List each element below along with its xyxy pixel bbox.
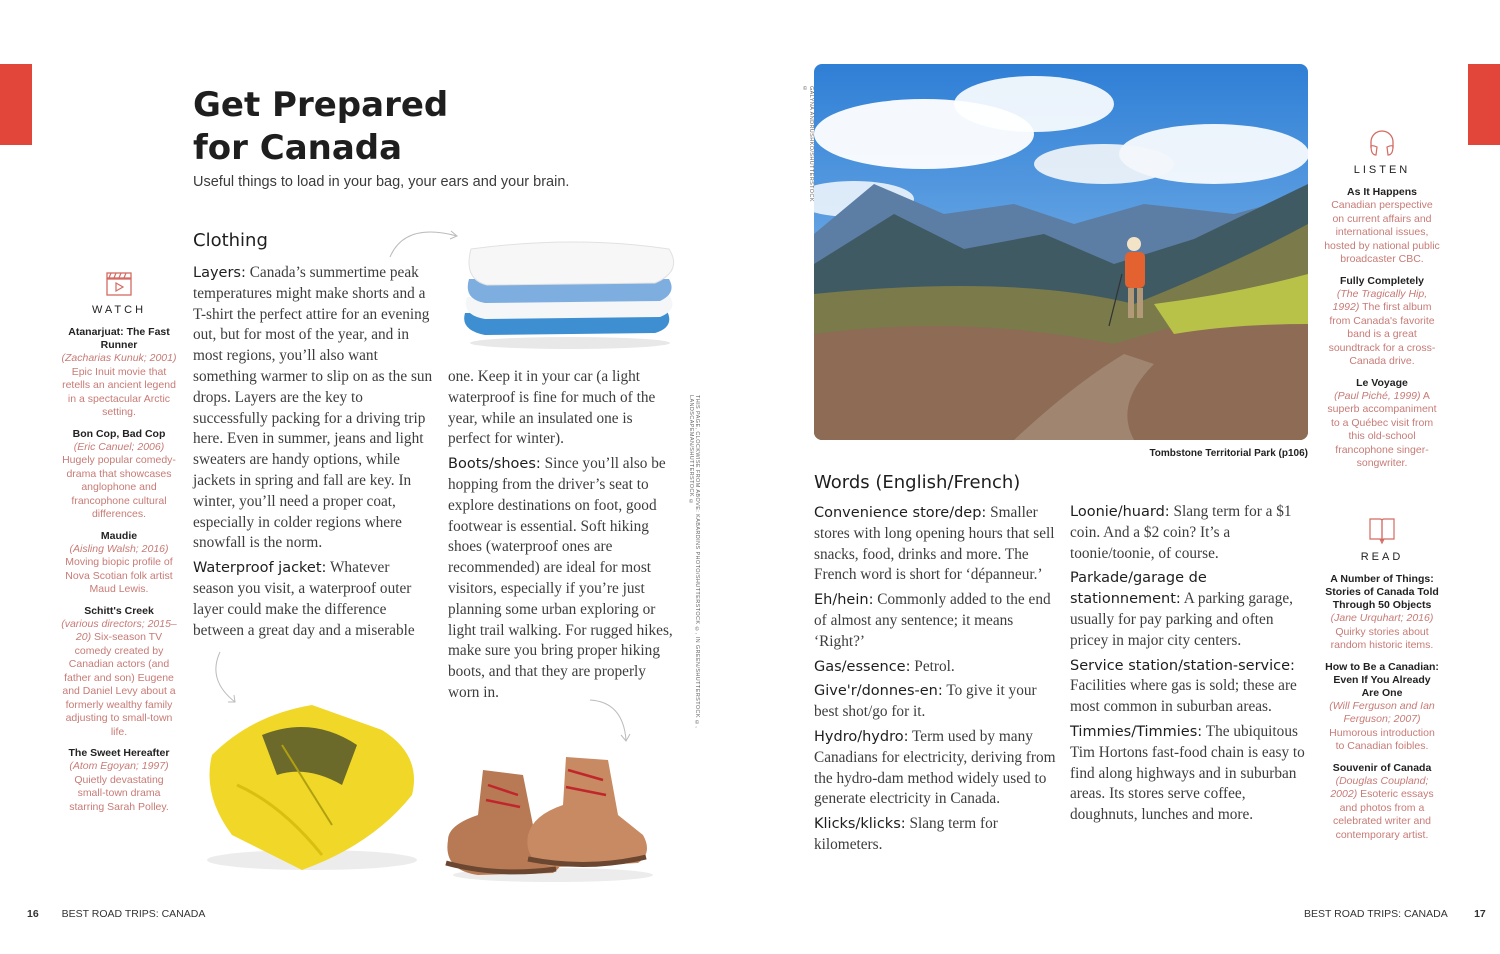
left-page-photo-credit: THIS PAGE, CLOCKWISE FROM ABOVE: KABARDINS PHOTO/SHUTTERSTOCK ©, IN GREEN/SHUTTERSTOCK ©, LANDSCAPEMAN/SHUTTERSTOCK © — [688, 395, 700, 729]
watch-sidebar — [60, 270, 178, 822]
listen-sidebar — [1324, 128, 1440, 479]
read-entry — [1324, 573, 1440, 653]
words-column-2 — [1070, 502, 1310, 830]
title-line-2: for Canada — [193, 128, 403, 168]
entry-title: Fully Completely — [1339, 274, 1424, 287]
listen-entry — [1324, 377, 1440, 471]
photo-credit: GALYNA ANDRUSHKO/SHUTTERSTOCK © — [802, 86, 814, 202]
word-entry: Service station/station-service: Facilities where gas is sold; these are most common in suburban areas. — [1070, 657, 1297, 716]
open-book-icon — [1367, 515, 1397, 545]
word-entry: Eh/hein: Commonly added to the end of almost any sentence; it means ‘Right?’ — [814, 591, 1051, 650]
word-entry: Give'r/donnes-en: To give it your best shot/go for it. — [814, 682, 1037, 721]
entry-title: The Sweet Hereafter — [68, 747, 170, 759]
entry-title: Maudie — [100, 529, 138, 542]
watch-label: WATCH — [91, 304, 147, 316]
clothing-column-2 — [448, 367, 673, 708]
word-entry: Klicks/klicks: Slang term for kilometers. — [814, 815, 998, 853]
footer-title-left: BEST ROAD TRIPS: CANADA — [61, 908, 206, 920]
entry-title: How to Be a Canadian: Even If You Already Are One — [1325, 660, 1439, 699]
entry-desc: (Douglas Coupland; 2002) Esoteric essays and photos from a celebrated writer and contemporary artist. — [1330, 774, 1434, 841]
clothing-column-1 — [193, 263, 433, 645]
page-subtitle: Useful things to load in your bag, your ears and your brain. — [193, 174, 570, 190]
entry-title: Atanarjuat: The Fast Runner — [68, 326, 170, 351]
clothing-item-boots: Boots/shoes: Since you’ll also be hopping from the driver’s seat to explore destinations on foot, good footwear is essential. Soft hiking shoes (waterproof ones are recommended) are ideal for most visitors, especially if you’re just planning some urban exploring or light trail walking. For rugged hikes, make sure you bring proper hiking boots, and that they are properly worn in. — [448, 455, 673, 701]
read-label: READ — [1360, 551, 1404, 563]
page-number-left: 16 — [27, 908, 39, 920]
read-entry — [1324, 762, 1440, 843]
entry-title: As It Happens — [1346, 186, 1417, 198]
headphones-icon — [1367, 128, 1397, 158]
photo-caption: Tombstone Territorial Park (p106) — [1149, 448, 1308, 459]
entry-desc: (various directors; 2015–20) Six-season TV comedy created by Canadian actors (and father and son) Eugene and Daniel Levy about a formerly wealthy family adjusting to small-town life. — [61, 617, 177, 738]
listen-label: LISTEN — [1353, 164, 1411, 176]
clothing-item-waterproof-jacket: Waterproof jacket: Whatever season you visit, a waterproof outer layer could make the difference between a great day and a miserable — [193, 559, 415, 639]
watch-entry — [60, 605, 178, 740]
curved-arrow-icon — [205, 650, 245, 710]
entry-desc: (Atom Egoyan; 1997) Quietly devastating small-town drama starring Sarah Polley. — [69, 760, 169, 813]
red-edge-tab-right — [1468, 64, 1500, 145]
red-edge-tab-left — [0, 64, 32, 145]
entry-title: A Number of Things: Stories of Canada Told Through 50 Objects — [1325, 573, 1439, 611]
footer-title-right: BEST ROAD TRIPS: CANADA — [1304, 908, 1448, 920]
words-heading: Words (English/French) — [814, 472, 1021, 493]
footer-left — [27, 908, 205, 920]
title-line-1: Get Prepared — [193, 85, 449, 125]
entry-desc: (Paul Piché, 1999) A superb accompaniment to a Québec visit from this old-school francophone singer-songwriter. — [1327, 389, 1437, 469]
clothing-item-layers: Layers: Canada’s summertime peak temperatures might make shorts and a T-shirt the perfect attire for an evening out, but for most of the year, and in most regions, you’ll also want something warmer to slip on as the sun drops. Layers are the key to successfully packing for a driving trip here. Even in summer, jeans and light sweaters are handy options, while jackets in spring and fall are key. In winter, you’ll need a proper coat, especially in colder regions where snowfall is the norm. — [193, 264, 433, 552]
page-title — [193, 84, 513, 170]
word-entry: Timmies/Timmies: The ubiquitous Tim Hortons fast-food chain is easy to find along highways and in suburban areas. Its stores serve coffee, doughnuts, lunches and more. — [1070, 722, 1305, 824]
watch-entry — [60, 428, 178, 522]
hiking-boots-image — [438, 745, 668, 885]
entry-desc: (The Tragically Hip, 1992) The first album from Canada's favorite band is a great soundtrack for a cross-Canada drive. — [1328, 287, 1436, 367]
page-number-right: 17 — [1474, 908, 1486, 920]
watch-entry — [60, 326, 178, 420]
listen-entry — [1324, 275, 1440, 369]
footer-right — [1304, 908, 1486, 920]
entry-desc: (Will Ferguson and Ian Ferguson; 2007) Humorous introduction to Canadian foibles. — [1329, 699, 1435, 752]
entry-desc: (Eric Canuel; 2006) Hugely popular comedy-drama that showcases anglophone and francophone cultural differences. — [62, 440, 176, 520]
entry-title: Souvenir of Canada — [1332, 761, 1432, 774]
read-entry — [1324, 661, 1440, 754]
curved-arrow-icon — [385, 222, 465, 262]
entry-desc: (Zacharias Kunuk; 2001) Epic Inuit movie that retells an ancient legend in a spectacular Arctic setting. — [61, 352, 177, 418]
clothing-item-waterproof-continued: one. Keep it in your car (a light waterproof is fine for much of the year, while an insulated one is perfect for winter). — [448, 368, 656, 448]
words-column-1 — [814, 503, 1059, 860]
tombstone-park-photo — [814, 64, 1308, 440]
entry-title: Le Voyage — [1356, 376, 1408, 389]
word-entry: Parkade/garage de stationnement: A parking garage, usually for pay parking and often pricey in major city centers. — [1070, 570, 1293, 649]
listen-entry — [1324, 186, 1440, 267]
word-entry: Loonie/huard: Slang term for a $1 coin. And a $2 coin? It’s a toonie/toonie, of course. — [1070, 503, 1292, 562]
entry-title: Schitt's Creek — [84, 604, 154, 617]
entry-desc: (Aisling Walsh; 2016) Moving biopic profile of Nova Scotian folk artist Maud Lewis. — [65, 542, 173, 595]
film-clapper-icon — [104, 270, 134, 298]
word-entry: Gas/essence: Petrol. — [814, 657, 955, 675]
clothing-heading: Clothing — [193, 230, 268, 251]
word-entry: Hydro/hydro: Term used by many Canadians for electricity, deriving from the hydro-dam method widely used to generate electricity in Canada. — [814, 727, 1056, 808]
watch-entry — [60, 530, 178, 597]
entry-desc: (Jane Urquhart; 2016) Quirky stories about random historic items. — [1330, 612, 1434, 651]
entry-desc: Canadian perspective on current affairs and international issues, hosted by national public broadcaster CBC. — [1324, 199, 1440, 265]
folded-sweaters-image — [455, 235, 685, 350]
word-entry: Convenience store/dep: Smaller stores with long opening hours that sell snacks, food, drinks and more. The French word is short for ‘dépanneur.’ — [814, 504, 1055, 584]
entry-title: Bon Cop, Bad Cop — [72, 427, 166, 440]
curved-arrow-icon — [588, 692, 633, 747]
watch-entry — [60, 747, 178, 814]
read-sidebar — [1324, 515, 1440, 850]
